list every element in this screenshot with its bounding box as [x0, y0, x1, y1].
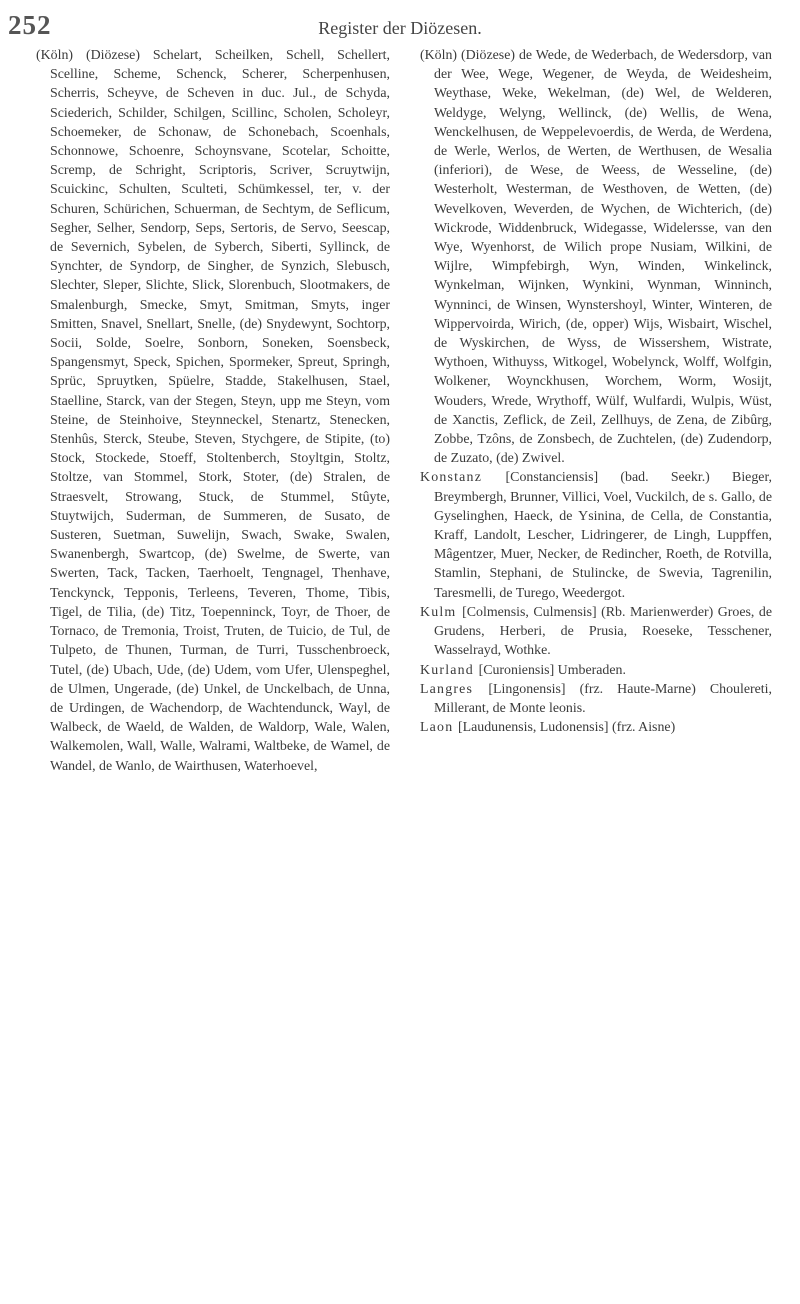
- page-header: [0, 10, 800, 46]
- entry-heading-prefix: (Köln) (Diözese): [420, 48, 519, 63]
- entry-heading: Kurland: [420, 662, 479, 678]
- left-column: [36, 46, 390, 776]
- right-column: [420, 46, 772, 737]
- entry-text: [Curoniensis] Umberaden.: [478, 662, 626, 678]
- entry-heading: Kulm: [420, 604, 463, 620]
- entry-text: [Laudunensis, Ludonensis] (frz. Aisne): [458, 720, 676, 736]
- register-entry-konstanz: [420, 468, 772, 602]
- register-entry-kulm: [420, 603, 772, 661]
- entry-heading: Laon: [420, 720, 459, 736]
- register-entry-laon: [420, 718, 772, 737]
- entry-text: [Colmensis, Culmensis] (Rb. Marienwerder) Groes, de Grudens, Herberi, de Prusia, Roeseke, Tesschener, Wasselrayd, Wothke.: [434, 604, 772, 659]
- entry-heading: Langres: [420, 681, 489, 697]
- page-number: 252: [8, 10, 52, 40]
- entry-text: [Lingonensis] (frz. Haute-Marne) Choulereti, Millerant, de Monte leonis.: [434, 681, 772, 716]
- entry-heading: Konstanz: [420, 470, 506, 486]
- entry-text: de Wede, de Wederbach, de Wedersdorp, van der Wee, Wege, Wegener, de Weyda, de Weidesheim, Weythase, Weke, Wekelman, (de) Wel, de Welderen, Weldyge, Welyng, Wellinck, (de) Wellis, de Wena, Wenckelhusen, de Weppelevoerdis, de Werda, de Werdena, de Werle, Werlos, de Werten, de Werthusen, de Wesalia (inferiori), de Wese, de Weess, de Wesseline, (de) Westerholt, Westerman, de Westhoven, de Wetten, (de) Wevelkoven, Weverden, de Wychen, de Wichterich, (de) Wickrode, Widdenbruck, Widegasse, Widelersse, van den Wye, Wyenhorst, de Wilich prope Nusiam, Wilkini, de Wijlre, Wimpfebirgh, Wyn, Winden, Winkelinck, Wynkelman, Wijnken, Wynkini, Wynman, Winninch, Wynninci, de Winsen, Wynstershoyl, Winter, Winteren, de Wippervoirda, Wirich, (de, opper) Wijs, Wisbairt, Wischel, de Wyskirchen, de Wyss, de Wissershem, Wistrate, Wythoen, Withuyss, Witkogel, Wobelynck, Wolff, Wolfgin, Wolkener, Woynckhusen, Worchem, Worm, Wosijt, Wouders, Wrede, Wrythoff, Wülf, Wulfardi, Wulpis, Wüst, de Xanctis, Zeflick, de Zeil, Zellhuys, de Zena, de Zibûrg, Zobbe, Tzôns, de Zonsbech, de Zuchtelen, (de) Zudendorp, de Zuzato, (de) Zwivel.: [434, 48, 772, 467]
- register-entry-langres: [420, 680, 772, 718]
- entry-text: [Constanciensis] (bad. Seekr.) Bieger, Breymbergh, Brunner, Villici, Voel, Vuckilch, de s. Gallo, de Gyselinghen, Haeck, de Ysinina, de Cella, de Constantia, Kraff, Landolt, Lescher, Lidringerer, de Lingh, Luppffen, Mâgentzer, Muer, Necker, de Redincher, Roeth, de Rotvilla, Stamlin, Stephani, de Stulincke, de Swevia, Tagrenilin, Taresmelli, de Turego, Weedergot.: [434, 470, 772, 601]
- entry-heading-prefix: (Köln) (Diözese): [36, 48, 153, 63]
- register-entry-continued: [36, 46, 390, 776]
- running-title: Register der Diözesen.: [318, 18, 482, 38]
- register-entry-kurland: [420, 661, 772, 680]
- register-entry-continued: [420, 46, 772, 468]
- entry-text: Schelart, Scheilken, Schell, Schellert, Scelline, Scheme, Schenck, Scherer, Scherpenhusen, Scherris, Scheyve, de Scheven in duc. Jul., de Schyda, Sciederich, Schilder, Schilgen, Scillinc, Scholen, Scholeyr, Schoemeker, de Schonaw, de Schonebach, Scoenhals, Schonnowe, Schoenre, Schoynsvane, Scotelar, Schoitte, Scremp, de Schright, Scriptoris, Scriver, Scruytwijn, Scuickinc, Schulten, Sculteti, Schümkessel, ter, v. der Schuren, Schürichen, Schuerman, de Sechtym, de Seflicum, Segher, Selher, Sendorp, Seps, Sertoris, de Servo, Seescap, de Severnich, Sybelen, de Syberch, Siberti, Syllinck, de Synchter, de Syndorp, de Singher, de Synzich, Slebusch, Slechter, Sleper, Slichte, Slick, Slorenbuch, Slootmakers, de Smalenburgh, Smecke, Smyt, Smitman, Smyts, inger Smitten, Snavel, Snellart, Snelle, (de) Snydewynt, Sochtorp, Socii, Solde, Soelre, Sonborn, Soneken, Soensbeck, Spangensmyt, Speck, Spichen, Spormeker, Spreut, Springh, Sprüc, Spruytken, Spüelre, Stadde, Stakelhusen, Stael, Staelline, Starck, van der Stegen, Steyn, upp me Steyn, vom Steine, de Steinhoive, Steynneckel, Stenartz, Stenecken, Stenhûs, Sterck, Steube, Steven, Stychgere, de Stipite, (to) Stock, Stockede, Stoeff, Stoltenberch, Stoyltgin, Stoltz, Stoltze, van Stommel, Stork, Stoter, (de) Stralen, de Straesvelt, Strowang, Stuck, de Stummel, Stûyte, Stuytwijch, Suderman, de Summeren, de Susato, de Susteren, Suetman, Suwelijn, Swach, Swake, Swalen, Swanenbergh, Swartcop, (de) Swelme, de Swerte, van Swerten, Tack, Tacken, Taerhoelt, Tengnagel, Thenhave, Tenckynck, Tepponis, Terleens, Teveren, Thome, Tibis, Tigel, de Tilia, (de) Titz, Toepenninck, Toyr, de Thoer, de Tornaco, de Tremonia, Troist, Truten, de Tuicio, de Tul, de Tulpeto, de Thunen, Turman, de Turri, Tusschenbroeck, Tutel, (de) Ubach, Ude, (de) Udem, vom Ufer, Ulenspeghel, de Ulmen, Ungerade, (de) Unkel, de Unckelbach, de Unna, de Urdingen, de Wachendorp, de Wachtendunck, Wayl, de Walbeck, de Waeld, de Walden, de Waldorp, Wale, Walen, Walkemolen, Wall, Walle, Walrami, Waltbeke, de Wamel, de Wandel, de Wanlo, de Wairthusen, Waterhoevel,: [50, 48, 390, 774]
